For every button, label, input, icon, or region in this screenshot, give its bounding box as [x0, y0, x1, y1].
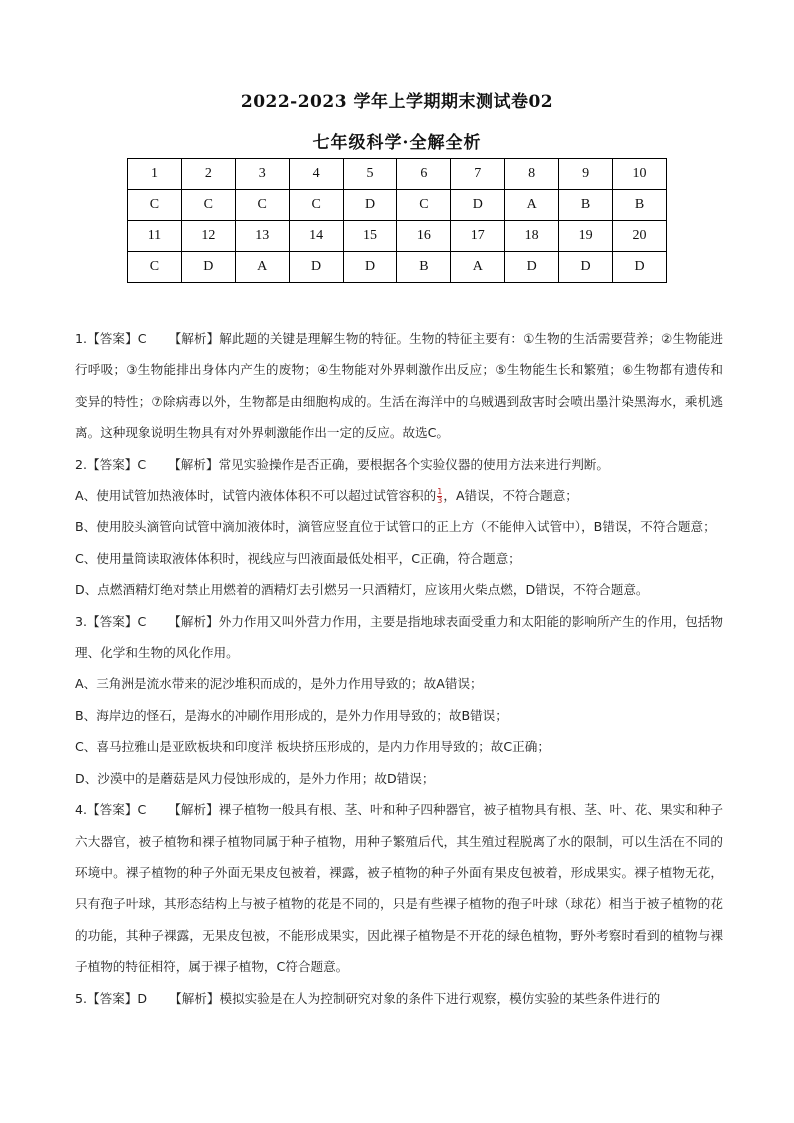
question-3-option-c: C、喜马拉雅山是亚欧板块和印度洋 板块挤压形成的，是内力作用导致的；故C正确；	[75, 739, 550, 755]
question-3-analysis: 【解析】外力作用又叫外营力作用，主要是指地球表面受重力和太阳能的影响所产生的作用，包括物理、化学和生物的风化作用。	[75, 613, 724, 661]
question-number-cell: 13	[235, 221, 289, 252]
option-a-text: A、使用试管加热液体时，试管内液体体积不可以超过试管容积的	[75, 488, 437, 504]
fraction-denominator: 3	[437, 496, 443, 506]
answer-cell: D	[289, 252, 343, 283]
answer-cell: B	[613, 190, 667, 221]
question-4-analysis: 【解析】裸子植物一般具有根、茎、叶和种子四种器官，被子植物具有根、茎、叶、花、果实和种子六大器官，被子植物和裸子植物同属于种子植物，用种子繁殖后代，其生殖过程脱离了水的限制，可以生活在不同的环境中。裸子植物的种子外面无果皮包被着，裸露，被子植物的种子外面有果皮包被着，形成果实。裸子植物无花，只有孢子叶球，其形态结构上与被子植物的花是不同的，只是有些裸子植物的孢子叶球（球花）相当于被子植物的花的功能，其种子裸露，无果皮包被，不能形成果实，因此裸子植物是不开花的绿色植物，野外考察时看到的植物与裸子植物的特征相符，属于裸子植物，C符合题意。	[75, 802, 724, 975]
question-2-option-d: D、点燃酒精灯绝对禁止用燃着的酒精灯去引燃另一只酒精灯，应该用火柴点燃，D错误，不符合题意。	[75, 582, 649, 598]
question-number-cell: 3	[235, 159, 289, 190]
answer-cell: C	[397, 190, 451, 221]
question-number-cell: 15	[343, 221, 397, 252]
question-number-cell: 14	[289, 221, 343, 252]
question-number-cell: 18	[505, 221, 559, 252]
page-title: 2022-2023 学年上学期期末测试卷02	[240, 92, 554, 112]
question-1-analysis: 【解析】解此题的关键是理解生物的特征。生物的特征主要有：①生物的生活需要营养；②生物能进行呼吸；③生物能排出身体内产生的废物；④生物能对外界刺激作出反应；⑤生物能生长和繁殖；⑥生物都有遗传和变异的特性；⑦除病毒以外，生物都是由细胞构成的。生活在海洋中的乌贼遇到敌害时会喷出墨汁染黑海水，乘机逃离。这种现象说明生物具有对外界刺激能作出一定的反应。故选C。	[75, 331, 723, 441]
answer-cell: D	[505, 252, 559, 283]
question-3-option-a: A、三角洲是流水带来的泥沙堆积而成的，是外力作用导致的；故A错误；	[75, 676, 483, 692]
answer-key-table	[127, 158, 667, 283]
answer-cell: D	[181, 252, 235, 283]
question-5-analysis: 【解析】模拟实验是在人为控制研究对象的条件下进行观察，模仿实验的某些条件进行的	[169, 990, 661, 1006]
answer-cell: B	[559, 190, 613, 221]
answer-cell: C	[128, 252, 182, 283]
answer-cell: D	[559, 252, 613, 283]
question-number-cell: 16	[397, 221, 451, 252]
question-5-answer: 5.【答案】D	[75, 990, 148, 1006]
question-3	[75, 606, 723, 669]
question-5	[75, 983, 723, 1014]
question-2-option-b: B、使用胶头滴管向试管中滴加液体时，滴管应竖直位于试管口的正上方（不能伸入试管中），B错误，不符合题意；	[75, 519, 716, 535]
question-number-cell: 17	[451, 221, 505, 252]
answer-cell: C	[181, 190, 235, 221]
answer-cell: D	[451, 190, 505, 221]
answer-cell: D	[343, 252, 397, 283]
question-3-option-d: D、沙漠中的是蘑菇是风力侵蚀形成的，是外力作用；故D错误；	[75, 770, 435, 786]
answer-row	[128, 190, 667, 221]
question-2-answer: 2.【答案】C	[75, 456, 147, 472]
question-number-cell: 20	[613, 221, 667, 252]
question-2-analysis: 【解析】常见实验操作是否正确，要根据各个实验仪器的使用方法来进行判断。	[168, 456, 609, 472]
question-number-cell: 4	[289, 159, 343, 190]
question-number-cell: 6	[397, 159, 451, 190]
answer-cell: A	[451, 252, 505, 283]
question-number-row	[128, 221, 667, 252]
answer-cell: A	[505, 190, 559, 221]
question-4	[75, 794, 723, 982]
question-number-row	[128, 159, 667, 190]
answer-cell: D	[613, 252, 667, 283]
question-1	[75, 323, 723, 449]
question-number-cell: 5	[343, 159, 397, 190]
one-third-fraction	[437, 488, 442, 505]
answer-cell: C	[289, 190, 343, 221]
question-1-answer: 1.【答案】C	[75, 331, 147, 346]
question-number-cell: 2	[181, 159, 235, 190]
question-3-answer: 3.【答案】C	[75, 613, 147, 629]
option-a-tail: ，A错误，不符合题意；	[443, 488, 578, 504]
question-number-cell: 11	[128, 221, 182, 252]
answer-cell: C	[235, 190, 289, 221]
question-number-cell: 9	[559, 159, 613, 190]
answer-cell: D	[343, 190, 397, 221]
question-number-cell: 7	[451, 159, 505, 190]
page-subtitle: 七年级科学·全解全析	[312, 133, 482, 153]
question-2-option-a	[75, 480, 723, 511]
question-3-option-b: B、海岸边的怪石，是海水的冲刷作用形成的，是外力作用导致的；故B错误；	[75, 707, 508, 723]
analysis-body	[75, 323, 723, 1014]
answer-cell: A	[235, 252, 289, 283]
fraction-numerator: 1	[437, 487, 443, 497]
question-4-answer: 4.【答案】C	[75, 802, 147, 818]
question-number-cell: 8	[505, 159, 559, 190]
answer-cell: C	[128, 190, 182, 221]
question-number-cell: 12	[181, 221, 235, 252]
question-number-cell: 10	[613, 159, 667, 190]
question-number-cell: 1	[128, 159, 182, 190]
answer-row	[128, 252, 667, 283]
answer-cell: B	[397, 252, 451, 283]
question-number-cell: 19	[559, 221, 613, 252]
question-2	[75, 449, 723, 480]
question-2-option-c: C、使用量筒读取液体体积时，视线应与凹液面最低处相平，C正确，符合题意；	[75, 550, 521, 566]
